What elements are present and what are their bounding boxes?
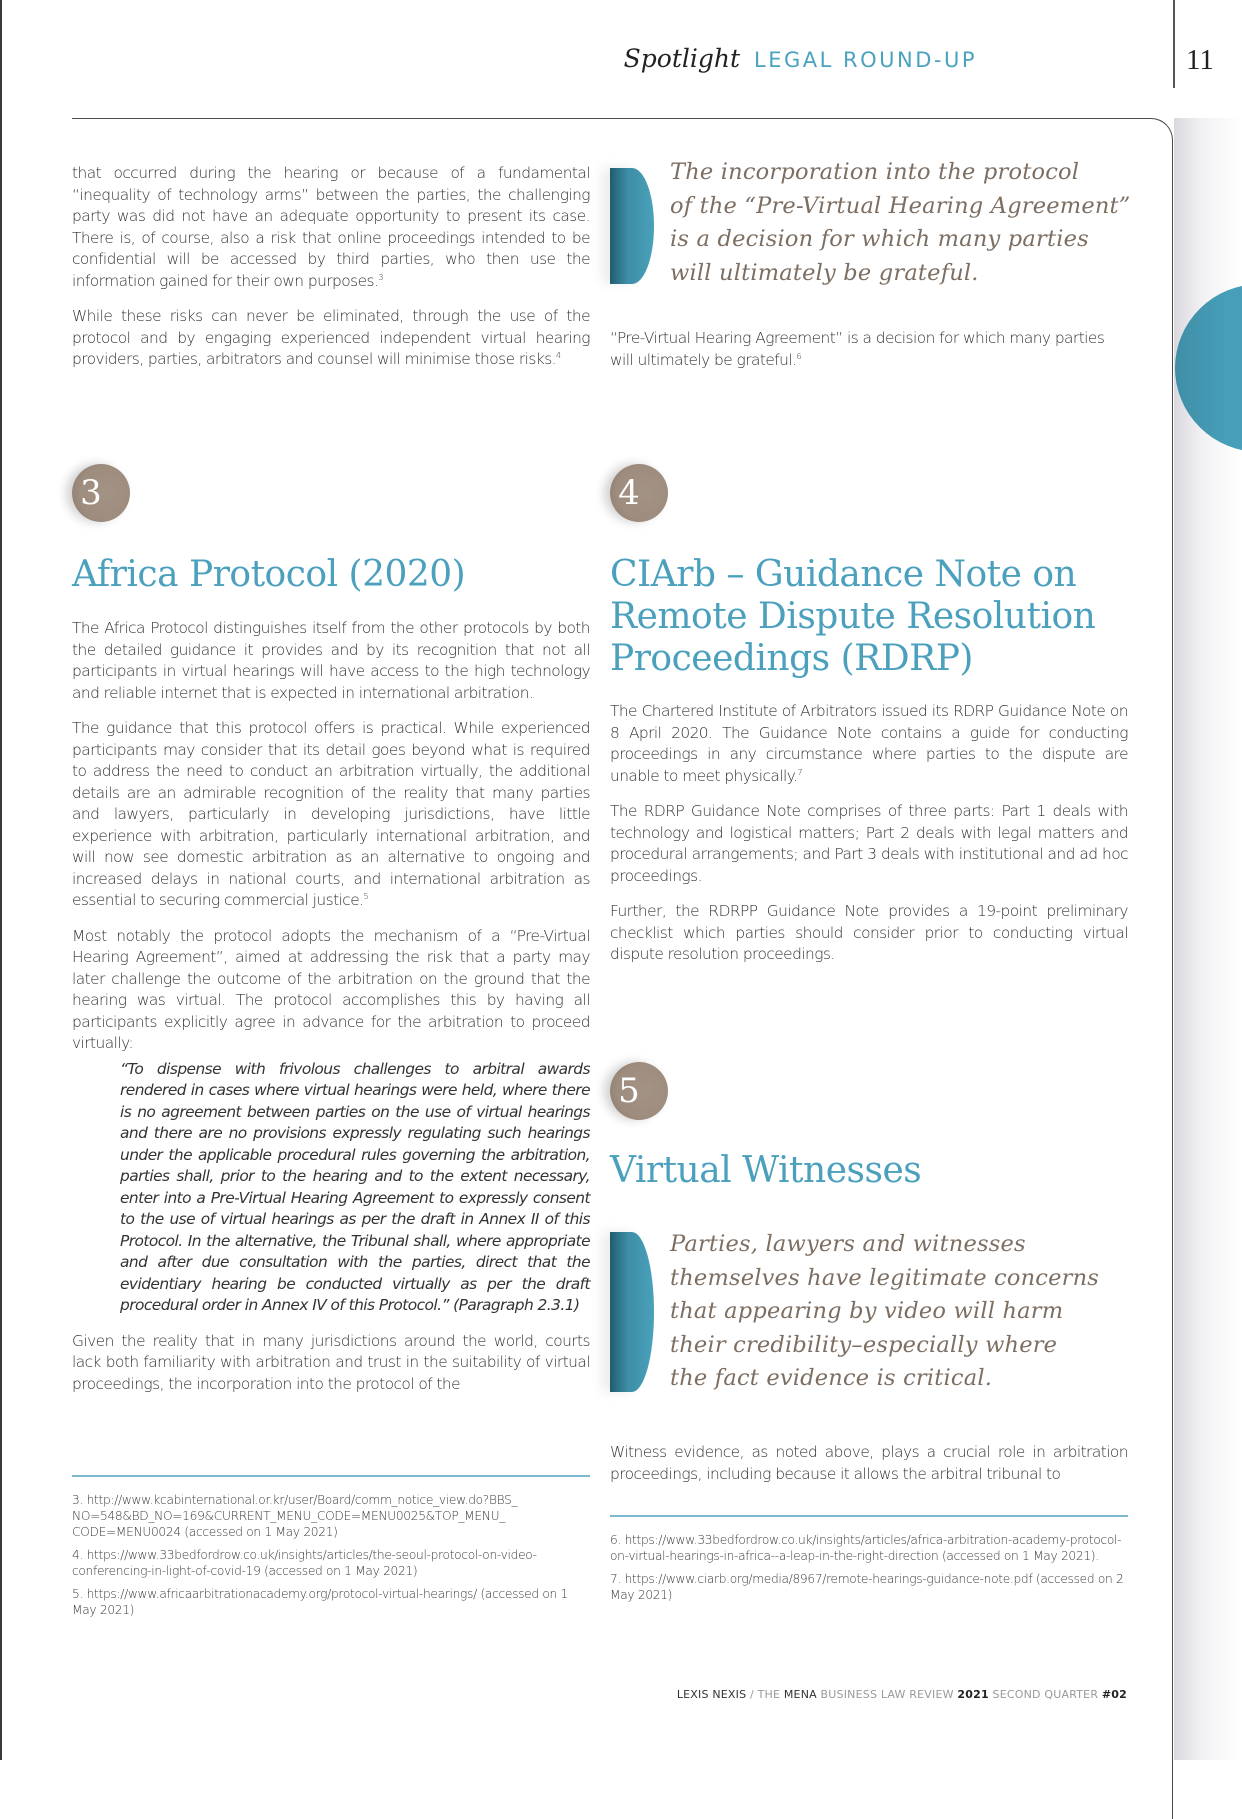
section-title: Virtual Witnesses — [610, 1150, 922, 1191]
footnote-rule — [610, 1515, 1128, 1517]
footnote[interactable]: 5. https://www.africaarbitrationacademy.org/protocol-virtual-hearings/ (accessed on 1 May 2021) — [72, 1587, 568, 1617]
paragraph: Further, the RDRPP Guidance Note provides a 19-point preliminary checklist which parties should consider prior to conducting virtual dispute resolution proceedings. — [610, 902, 1128, 963]
right-continued-text — [610, 328, 1128, 385]
pull-quote-marker-icon — [610, 1232, 654, 1392]
section-3-body — [72, 618, 590, 1409]
footnote[interactable]: 4. https://www.33bedfordrow.co.uk/insights/articles/the-seoul-protocol-on-video-conferencing-in-light-of-covid-19 (accessed on 1 May 2021) — [72, 1548, 537, 1578]
left-continued-text — [72, 163, 590, 385]
pull-quote: The incorporation into the protocol of the “Pre-Virtual Hearing Agreement” is a decision for which many parties will ultimately be grateful. — [670, 159, 1131, 286]
section-number-badge: 5 — [610, 1062, 668, 1120]
footnote-ref[interactable]: 6 — [796, 351, 801, 361]
paragraph: “Pre-Virtual Hearing Agreement” is a decision for which many parties will ultimately be grateful.$^6$ — [610, 329, 1105, 369]
footnotes-right — [610, 1532, 1128, 1610]
block-quote: “To dispense with frivolous challenges to arbitral awards rendered in cases where virtual hearings were held, where there is no agreement between parties on the use of virtual hearings and there are no provisions expressly regulating such hearings under the applicable procedural rules governing the arbitration, parties shall, prior to the hearing and to the extent necessary, enter into a Pre-Virtual Hearing Agreement to expressly consent to the use of virtual hearings as per the draft in Annex II of this Protocol. In the alternative, the Tribunal shall, where appropriate and after due consultation with the parties, direct that the evidentiary hearing be conducted virtually as per the draft procedural order in Annex IV of this Protocol.” (Paragraph 2.3.1) — [120, 1059, 590, 1314]
footnote[interactable]: 3. http://www.kcabinternational.or.kr/user/Board/comm_notice_view.do?BBS_ NO=548&BD_NO=169&CURRENT_MENU_CODE=MENU0025&TOP_MENU_ CODE=MENU0024 (accessed on 1 May 2021) — [72, 1493, 518, 1539]
page-number-divider — [1173, 0, 1175, 88]
header-category: LEGAL ROUND-UP — [754, 48, 977, 72]
footer-issue: #02 — [1101, 1688, 1127, 1701]
footnote-rule — [72, 1475, 590, 1477]
footer-mena: MENA — [783, 1688, 817, 1701]
section-title: CIArb – Guidance Note on Remote Dispute Resolution Proceedings (RDRP) — [610, 554, 1096, 679]
footnote[interactable]: 7. https://www.ciarb.org/media/8967/remote-hearings-guidance-note.pdf (accessed on 2 May 2021) — [610, 1572, 1124, 1602]
section-number-badge: 3 — [72, 464, 130, 522]
section-4-body — [610, 701, 1128, 980]
footer-year: 2021 — [957, 1688, 989, 1701]
pull-quote-marker-icon — [610, 168, 654, 284]
paragraph: The RDRP Guidance Note comprises of three parts: Part 1 deals with technology and logistical matters; Part 2 deals with legal matters and procedural arrangements; and Part 3 deals with institutional and ad hoc proceedings. — [610, 802, 1128, 885]
footnote[interactable]: 6. https://www.33bedfordrow.co.uk/insights/articles/africa-arbitration-academy-protocol-on-virtual-hearings-in-africa--a-leap-in-the-right-direction (accessed on 1 May 2021). — [610, 1533, 1122, 1563]
footnote-ref[interactable]: 3 — [378, 272, 383, 282]
page-left-edge — [0, 0, 2, 1760]
footnote-ref[interactable]: 5 — [363, 892, 369, 901]
page-footer: LEXIS NEXIS / THE MENA BUSINESS LAW REVIEW 2021 SECOND QUARTER #02 — [676, 1688, 1127, 1701]
footnotes-left — [72, 1492, 590, 1625]
section-number-badge: 4 — [610, 464, 668, 522]
footnote-ref[interactable]: 7 — [797, 767, 802, 777]
paragraph: Witness evidence, as noted above, plays a crucial role in arbitration proceedings, including because it allows the arbitral tribunal to — [610, 1443, 1128, 1483]
section-5-body — [610, 1442, 1128, 1499]
pull-quote: Parties, lawyers and witnesses themselves have legitimate concerns that appearing by video will harm their credibility–especially where the fact evidence is critical. — [670, 1231, 1100, 1391]
footer-publisher: LEXIS NEXIS — [676, 1688, 747, 1701]
paragraph: The Chartered Institute of Arbitrators issued its RDRP Guidance Note on 8 April 2020. The Guidance Note contains a guide for conducting proceedings in any circumstance where parties to the dispute are unable to meet physically.$^7$ — [610, 702, 1128, 785]
page-number: 11 — [1186, 44, 1214, 76]
paragraph: Most notably the protocol adopts the mechanism of a “Pre-Virtual Hearing Agreement”, aimed at addressing the risk that a party may later challenge the outcome of the arbitration on the ground that the hearing was virtual. The protocol accomplishes this by having all participants explicitly agree in advance for the arbitration to proceed virtually: — [72, 926, 590, 1052]
paragraph: The guidance that this protocol offers is practical. While experienced participants may consider that its detail goes beyond what is required to address the need to conduct an arbitration virtually, the additional details are an admirable recognition of the reality that many parties and lawyers, particularly in developing jurisdictions, have little experience with arbitration, particularly international arbitration, and will now see domestic arbitration as an alternative to ongoing and increased delays in national courts, and international arbitration as essential to securing commercial justice.$^5$ — [72, 719, 590, 909]
running-header — [624, 44, 977, 73]
paragraph: that occurred during the hearing or because of a fundamental “inequality of technology arms” between the parties, the challenging party was did not have an adequate opportunity to present its case. There is, of course, also a risk that online proceedings intended to be confidential will be accessed by third parties, who then use the information gained for their own purposes.$^3$ — [72, 164, 590, 290]
paragraph: While these risks can never be eliminated, through the use of the protocol and by engaging experienced independent virtual hearing providers, parties, arbitrators and counsel will minimise those risks.$^4$ — [72, 307, 590, 368]
section-title: Africa Protocol (2020) — [72, 554, 466, 595]
paragraph: Given the reality that in many jurisdictions around the world, courts lack both familiarity with arbitration and trust in the suitability of virtual proceedings, the incorporation into the protocol of the — [72, 1331, 590, 1393]
page-gutter-shadow — [1174, 0, 1242, 1760]
header-section: Spotlight — [623, 44, 741, 73]
footnote-ref[interactable]: 4 — [556, 351, 561, 360]
paragraph: The Africa Protocol distinguishes itself from the other protocols by both the detailed guidance it provides and by its recognition that not all participants in virtual hearings will have access to the high technology and reliable internet that is expected in international arbitration. — [72, 619, 590, 702]
